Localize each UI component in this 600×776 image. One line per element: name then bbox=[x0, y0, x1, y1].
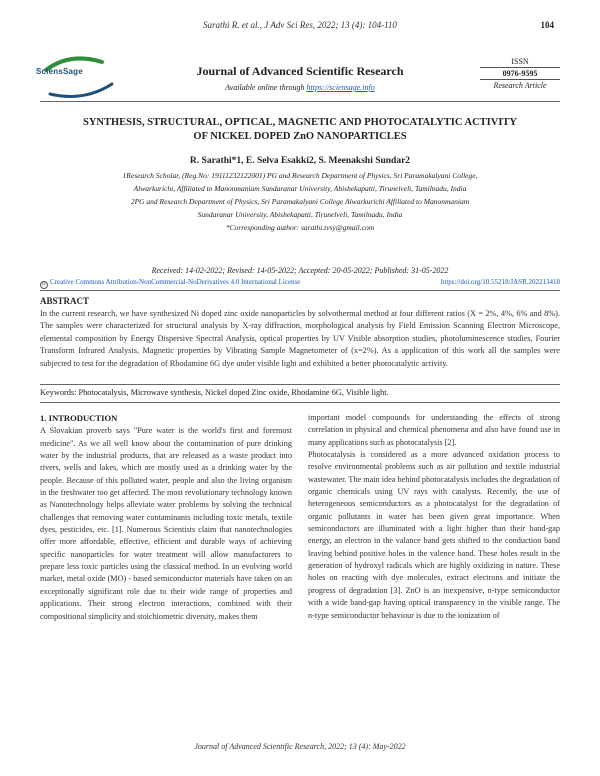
header-divider bbox=[40, 101, 560, 102]
journal-online bbox=[150, 83, 450, 92]
paper-title bbox=[60, 116, 540, 144]
affiliation-line: Alwarkurichi, Affiliated to Manonmaniam Sundaranar University, Abishekapatti, Tirunelveli, Tamilnadu, India bbox=[133, 184, 467, 193]
running-head: Sarathi R. et al., J Adv Sci Res, 2022; 13 (4): 104-110 bbox=[203, 20, 397, 30]
issn-number: 0976-9595 bbox=[480, 68, 560, 80]
issn-label: ISSN bbox=[480, 56, 560, 68]
article-dates: Received: 14-02-2022; Revised: 14-05-2022; Accepted: 20-05-2022; Published: 31-05-2022 bbox=[151, 266, 449, 275]
logo-text: SciensSage bbox=[36, 67, 83, 76]
body-column-left bbox=[40, 412, 292, 623]
body-column-right bbox=[308, 412, 560, 622]
abstract-heading: ABSTRACT bbox=[40, 296, 90, 306]
license-link[interactable] bbox=[40, 278, 300, 289]
paragraph: important model compounds for understanding the effects of strong correlation in physical and chemical phenomena and also have found use in many applications such as photocatalysis [2]. bbox=[308, 413, 560, 447]
abstract-text: In the current research, we have synthesized Ni doped zinc oxide nanoparticles by solvothermal method at four different ratios (X = 2%, 4%, 6% and 8%). The samples were characterized for structural analysis by X-ray diffraction, morphological analysis by Field Emission Scanning Electron Microscope, elemental composition by Energy Dispersive Spectral Analysis, optical properties by UV Visible absorption studies, photoluminescence studies, Fourier Transform Infrared Analysis, Magnetic properties by Vibrating Sample Magnetometer of (x=2%). As a application of this work all the samples were subjected to test for the degradation of Rhodamine 6G dye under visible light and exhibited a better photocatalytic activity. bbox=[40, 309, 560, 368]
online-prefix: Available online through bbox=[225, 83, 307, 92]
page-number: 104 bbox=[540, 20, 554, 30]
affiliation-line: 2PG and Research Department of Physics, Sri Paramakalyani College Alwarkurichi Affiliated to Manonmaniam bbox=[130, 197, 470, 206]
journal-title: Journal of Advanced Scientific Research bbox=[196, 64, 404, 78]
abstract-divider-top bbox=[40, 290, 560, 291]
paper-title-line-1: SYNTHESIS, STRUCTURAL, OPTICAL, MAGNETIC AND PHOTOCATALYTIC ACTIVITY bbox=[83, 117, 517, 128]
article-type: Research Article bbox=[493, 81, 547, 90]
keywords-text: Photocatalysis, Microwave synthesis, Nickel doped Zinc oxide, Rhodamine 6G, Visible light. bbox=[78, 388, 389, 397]
affiliation-line: Sundaranar University, Abishekapatti, Tirunelveli, Tamilnadu, India bbox=[197, 210, 403, 219]
corresponding-author: *Corresponding author: sarathi.tvsy@gmail.com bbox=[225, 223, 375, 232]
issn-box bbox=[480, 56, 560, 91]
keywords-label: Keywords: bbox=[40, 388, 79, 397]
doi-link[interactable]: https://doi.org/10.55218/JASR.202213418 bbox=[440, 278, 560, 286]
affiliation-line: 1Research Scholar, (Reg.No: 19111232122001) PG and Research Department of Physics, Sri Paramakalyani College, bbox=[122, 171, 478, 180]
abstract-divider-bottom bbox=[40, 384, 560, 385]
authors: R. Sarathi*1, E. Selva Esakki2, S. Meenakshi Sundar2 bbox=[189, 156, 411, 166]
keywords bbox=[40, 388, 560, 397]
license-text[interactable]: Creative Commons Attribution-NonCommercial-NoDerivatives 4.0 International License bbox=[50, 278, 301, 286]
creative-commons-icon: cc bbox=[41, 282, 47, 287]
introduction-heading: 1. INTRODUCTION bbox=[40, 413, 118, 423]
paragraph: A Slovakian proverb says "Pure water is the world's first and foremost medicine". As we all well know about the contamination of pure drinking water by the industrial products, that are released as a waste product into rivers, wells and lakes, which are mostly used as a drinking water by the people. Because of this polluted water, people and also the living organism in the freshwater too get affected. The most revolutionary technology known as Nanotechnology helps alleviate water problems by solving the technical challenges that removing water contaminants including toxic metals, textile dyes, pesticides, etc. [1]. Numerous Scientists claim that nanotechnologies offer more affordable, effective, efficient and durable ways of achieving specific nanoparticles for water treatment will allow manufacturers to prepare less toxic particles using the classical method. In an evolving world market, metal oxide (MO) - based semiconductor materials have taken on an exceptionally significant role due to their wide range of properties and applications. Their strong electron interactions, combined with their compositional simplicity and stoichiometric diversity, makes them bbox=[40, 426, 292, 621]
paper-title-line-2: OF NICKEL DOPED ZnO NANOPARTICLES bbox=[193, 131, 407, 142]
journal-website-link[interactable]: https://sciensage.info bbox=[306, 83, 375, 92]
keywords-divider bbox=[40, 402, 560, 403]
page-footer: Journal of Advanced Scientific Research, 2022; 13 (4): May-2022 bbox=[194, 742, 406, 751]
paragraph: Photocatalysis is considered as a more advanced oxidation process to resolve environmental problems such as air pollution and textile industrial wastewater. The main idea behind photocatalysis includes the degradation of organic chemicals using UV rays with catalysts. Recently, the use of heterogeneous semiconductors as a photocatalyst for the degradation of organic pollutants in water has been given great importance. When semiconductors are illuminated with a light higher than their band-gap energy, an electron in the valance band gets shifted to the conduction band leaving behind positive holes in the valence band. These holes result in the generation of hydroxyl radicals which are highly oxidizing in nature. These holes on reacting with dye molecules, extract electrons and initiate the progress of degradation [3]. ZnO is an inexpensive, n-type semiconductor with a wide band-gap having optical transparency in the visible range. The n-type semiconductor behaviour is due to the ionization of bbox=[308, 450, 560, 620]
